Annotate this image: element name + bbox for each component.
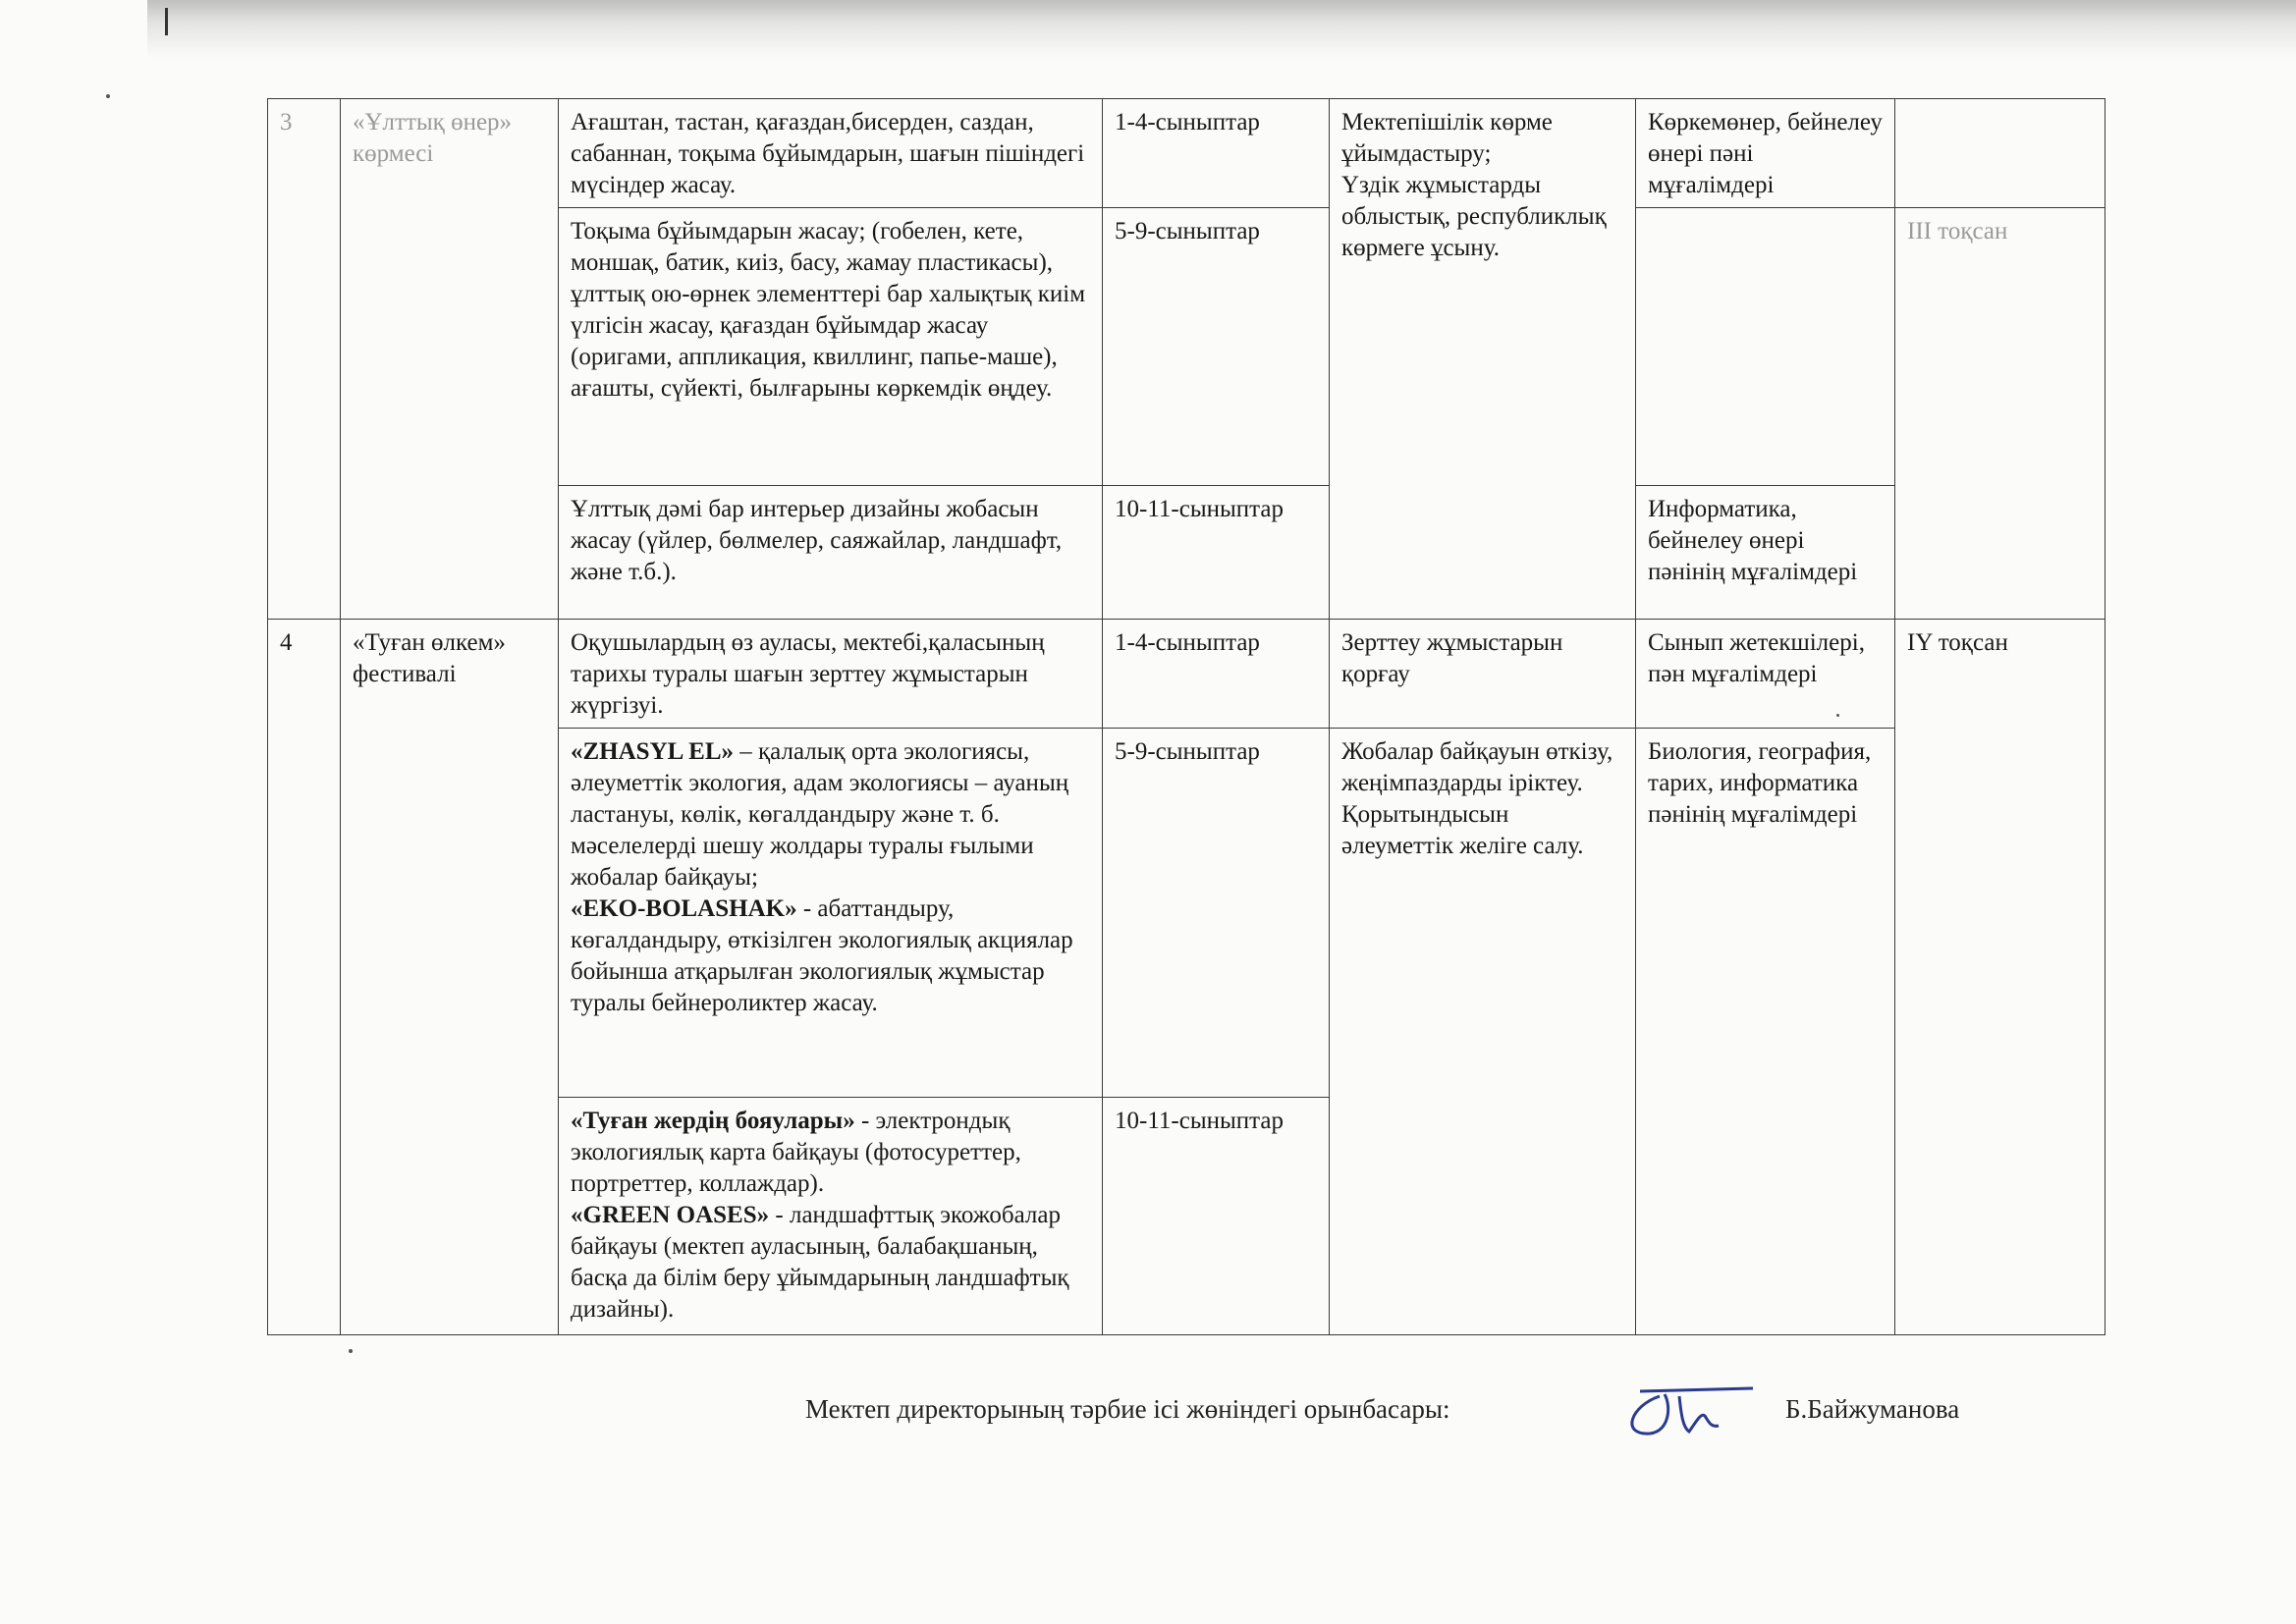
scan-mark (165, 8, 168, 35)
project-text: – қалалық орта экологиясы, әлеуметтік экология, адам экологиясы – ауаның ластануы, көлік, көгалдандыру және т. б. мәселелерді шешу жолдары туралы ғылыми жобалар байқауы; (571, 738, 1069, 891)
project-text: - электрондық экологиялық карта байқауы (фотосуреттер, портреттер, коллаждар). (571, 1108, 1021, 1197)
event-name: «Ұлттық өнер» көрмесі (341, 99, 559, 620)
project-text: - абаттандыру, көгалдандыру, өткізілген экологиялық акциялар бойынша атқарылған экологиялық жұмыстар туралы бейнероликтер жасау. (571, 895, 1073, 1016)
signature-footer (805, 1382, 2023, 1441)
row-number: 4 (268, 620, 341, 1335)
quarter-cell-empty (1895, 99, 2105, 208)
form-cell: Жобалар байқауын өткізу, жеңімпаздарды іріктеу. Қорытындысын әлеуметтік желіге салу. (1330, 729, 1636, 1335)
content-cell: Ағаштан, тастан, қағаздан,бисерден, саздан, сабаннан, тоқыма бұйымдарын, шағын пішіндегі мүсіндер жасау. (559, 99, 1103, 208)
content-cell: Оқушылардың өз ауласы, мектебі,қаласының тарихы туралы шағын зерттеу жұмыстарын жүргізуі. (559, 620, 1103, 729)
teachers-cell: Сынып жетекшілері, пән мұғалімдері (1636, 620, 1895, 729)
table-row (268, 99, 2105, 208)
grade-cell: 5-9-сыныптар (1103, 729, 1330, 1098)
form-cell: Мектепішілік көрме ұйымдастыру; Үздік жұмыстарды облыстық, республиклық көрмеге ұсыну. (1330, 99, 1636, 620)
quarter-cell: ІY тоқсан (1895, 620, 2105, 1335)
grade-cell: 5-9-сыныптар (1103, 208, 1330, 486)
plan-table (267, 98, 2105, 1335)
project-title: «Туған жердің бояулары» (571, 1108, 855, 1134)
project-title: «GREEN OASES» (571, 1202, 770, 1228)
grade-cell: 10-11-сыныптар (1103, 1098, 1330, 1335)
grade-cell: 1-4-сыныптар (1103, 620, 1330, 729)
teachers-cell: Информатика, бейнелеу өнері пәнінің мұғалімдері (1636, 486, 1895, 620)
content-cell (559, 729, 1103, 1098)
project-title: «EKO-BOLASHAK» (571, 895, 797, 922)
signature-icon (1611, 1377, 1758, 1445)
content-cell: Тоқыма бұйымдарын жасау; (гобелен, кете, моншақ, батик, киіз, басу, жамау пластикасы), ұлттық ою-өрнек элементтері бар халықтық киім үлгісін жасау, қағаздан бұйымдар жасау (оригами, аппликация, квиллинг, папье-маше), ағашты, сүйекті, былғарыны көркемдік өңдеу. (559, 208, 1103, 486)
event-name: «Туған өлкем» фестивалі (341, 620, 559, 1335)
teachers-cell: Көркемөнер, бейнелеу өнері пәні мұғалімдері (1636, 99, 1895, 208)
project-text: - ландшафттық экожобалар байқауы (мектеп ауласының, балабақшаның, басқа да білім беру ұйымдарының ландшафтық дизайны). (571, 1202, 1069, 1323)
project-title: «ZHASYL EL» (571, 738, 735, 765)
grade-cell: 1-4-сыныптар (1103, 99, 1330, 208)
form-cell: Зерттеу жұмыстарын қорғау (1330, 620, 1636, 729)
scan-speck (349, 1349, 353, 1353)
signatory-role: Мектеп директорының тәрбие ісі жөніндегі орынбасары: (805, 1394, 1450, 1424)
teachers-cell-empty (1636, 208, 1895, 486)
scan-shadow (147, 0, 2296, 59)
signatory-name: Б.Байжуманова (1785, 1394, 1960, 1424)
grade-cell: 10-11-сыныптар (1103, 486, 1330, 620)
row-number: 3 (268, 99, 341, 620)
teachers-cell: Биология, география, тарих, информатика пәнінің мұғалімдері (1636, 729, 1895, 1335)
content-cell: Ұлттық дәмі бар интерьер дизайны жобасын жасау (үйлер, бөлмелер, саяжайлар, ландшафт, және т.б.). (559, 486, 1103, 620)
content-cell (559, 1098, 1103, 1335)
quarter-cell: ІІІ тоқсан (1895, 208, 2105, 620)
scan-speck (106, 94, 110, 98)
table-row (268, 620, 2105, 729)
